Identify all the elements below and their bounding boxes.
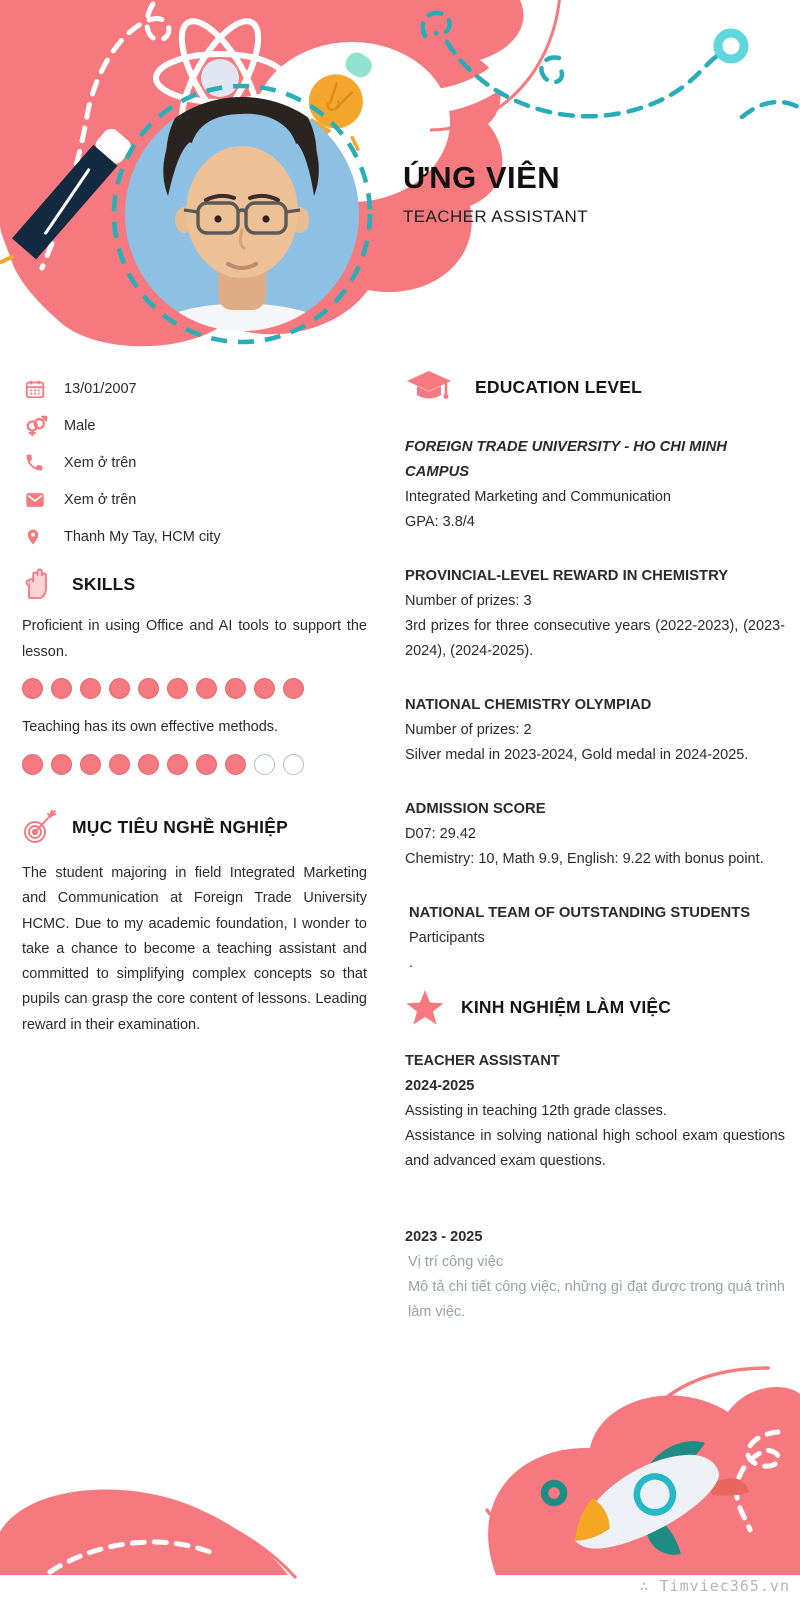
- experience-placeholder: Vị trí công việc: [408, 1254, 504, 1270]
- footer-decoration: [0, 1340, 800, 1602]
- experience-heading-label: KINH NGHIỆM LÀM VIỆC: [461, 996, 672, 1017]
- phone-value: Xem ở trên: [64, 454, 137, 471]
- skill-dot: [196, 678, 217, 699]
- contact-row-phone: [24, 444, 374, 481]
- experience-line: Assistance in solving national high school exam questions and advanced exam questions.: [405, 1128, 785, 1169]
- experience-line: Assisting in teaching 12th grade classes.: [405, 1103, 667, 1119]
- education-entry-line: Integrated Marketing and Communication: [405, 489, 671, 505]
- skill-dot: [51, 754, 72, 775]
- graduation-cap-icon: [405, 368, 461, 406]
- skill-dot: [283, 678, 304, 699]
- skill-dot: [109, 754, 130, 775]
- education-entry-title: ADMISSION SCORE: [405, 801, 546, 817]
- experience-role: TEACHER ASSISTANT: [405, 1053, 560, 1069]
- contact-row-birthday: [24, 370, 374, 407]
- candidate-title: TEACHER ASSISTANT: [403, 207, 589, 226]
- education-entry: [405, 797, 785, 872]
- email-value: Xem ở trên: [64, 491, 137, 508]
- education-entry-line: Number of prizes: 2: [405, 722, 532, 738]
- objective-heading-label: MỤC TIÊU NGHỀ NGHIỆP: [72, 816, 288, 837]
- email-icon: [24, 489, 64, 511]
- experience-period: 2023 - 2025: [405, 1229, 483, 1245]
- address-value: Thanh My Tay, HCM city: [64, 528, 221, 545]
- education-section: [405, 368, 785, 976]
- skill-dot: [225, 754, 246, 775]
- target-icon: [22, 808, 72, 846]
- skill-level-dots: [22, 754, 367, 775]
- skills-section: [22, 566, 367, 775]
- skill-dot: [22, 754, 43, 775]
- skill-dot: [167, 678, 188, 699]
- hand-icon: [22, 566, 72, 602]
- experience-period: 2024-2025: [405, 1078, 475, 1094]
- skill-level-dots: [22, 678, 367, 699]
- education-entry-line: D07: 29.42: [405, 826, 476, 842]
- education-heading: [405, 368, 785, 406]
- skill-dot: [283, 754, 304, 775]
- skill-text: Teaching has its own effective methods.: [22, 719, 279, 735]
- skills-heading: [22, 566, 367, 602]
- education-entry-line: 3rd prizes for three consecutive years (2022-2023), (2023-2024), (2024-2025).: [405, 618, 785, 659]
- skill-dot: [109, 678, 130, 699]
- birthday-value: 13/01/2007: [64, 380, 137, 397]
- education-entry-line: Participants: [409, 930, 485, 946]
- education-entry-title: FOREIGN TRADE UNIVERSITY - HO CHI MINH CAMPUS: [405, 439, 727, 480]
- skill-dot: [138, 678, 159, 699]
- education-heading-label: EDUCATION LEVEL: [475, 376, 642, 397]
- phone-icon: [24, 452, 64, 473]
- education-entry-line: Chemistry: 10, Math 9.9, English: 9.22 with bonus point.: [405, 851, 764, 867]
- gender-value: Male: [64, 417, 96, 434]
- skill-dot: [167, 754, 188, 775]
- education-entry-title: NATIONAL TEAM OF OUTSTANDING STUDENTS: [409, 905, 751, 921]
- education-entry-title: PROVINCIAL-LEVEL REWARD IN CHEMISTRY: [405, 568, 729, 584]
- name-block: [403, 160, 588, 227]
- skill-dot: [51, 678, 72, 699]
- orange-dash: [1, 257, 12, 262]
- calendar-icon: [24, 378, 64, 400]
- star-icon: [405, 988, 447, 1026]
- skill-dot: [254, 754, 275, 775]
- watermark: ∴ Timviec365.vn: [639, 1577, 790, 1595]
- experience-heading: [405, 988, 785, 1026]
- objective-heading: [22, 808, 367, 846]
- contact-section: [24, 370, 374, 555]
- skills-heading-label: SKILLS: [72, 573, 136, 594]
- contact-row-address: [24, 518, 374, 555]
- education-entry: [405, 693, 785, 768]
- skill-dot: [225, 678, 246, 699]
- education-entry-line: Number of prizes: 3: [405, 593, 532, 609]
- skill-dot: [22, 678, 43, 699]
- skill-dot: [80, 678, 101, 699]
- skill-dot: [254, 678, 275, 699]
- location-icon: [24, 526, 64, 548]
- header-decoration: [0, 0, 800, 362]
- experience-entry: [405, 1049, 785, 1174]
- education-entry-title: NATIONAL CHEMISTRY OLYMPIAD: [405, 697, 652, 713]
- skill-text: Proficient in using Office and AI tools to support the lesson.: [22, 618, 367, 660]
- skill-dot: [138, 754, 159, 775]
- objective-text: The student majoring in field Integrated Marketing and Communication at Foreign Trade University HCMC. Due to my academic foundation, I wonder to take a chance to become a teaching assistant and committed to simplifying complex concepts so that pupils can grasp the core content of lessons. Leading reward in their examination.: [22, 865, 367, 1033]
- education-entry: [405, 901, 785, 976]
- education-entry-line: .: [409, 955, 414, 971]
- experience-placeholder: Mô tả chi tiết công việc, những gì đạt được trong quá trình làm việc.: [408, 1279, 785, 1320]
- candidate-name: ỨNG VIÊN: [403, 160, 561, 195]
- contact-row-gender: [24, 407, 374, 444]
- experience-entry: [405, 1225, 785, 1325]
- objective-section: [22, 808, 367, 1038]
- skill-dot: [196, 754, 217, 775]
- education-entry: [405, 564, 785, 664]
- contact-row-email: [24, 481, 374, 518]
- education-entry-line: GPA: 3.8/4: [405, 514, 475, 530]
- donut-icon: [718, 33, 744, 59]
- education-entry: [405, 435, 785, 535]
- skill-dot: [80, 754, 101, 775]
- experience-section: [405, 988, 785, 1325]
- gender-icon: [24, 415, 64, 437]
- education-entry-line: Silver medal in 2023-2024, Gold medal in 2024-2025.: [405, 747, 749, 763]
